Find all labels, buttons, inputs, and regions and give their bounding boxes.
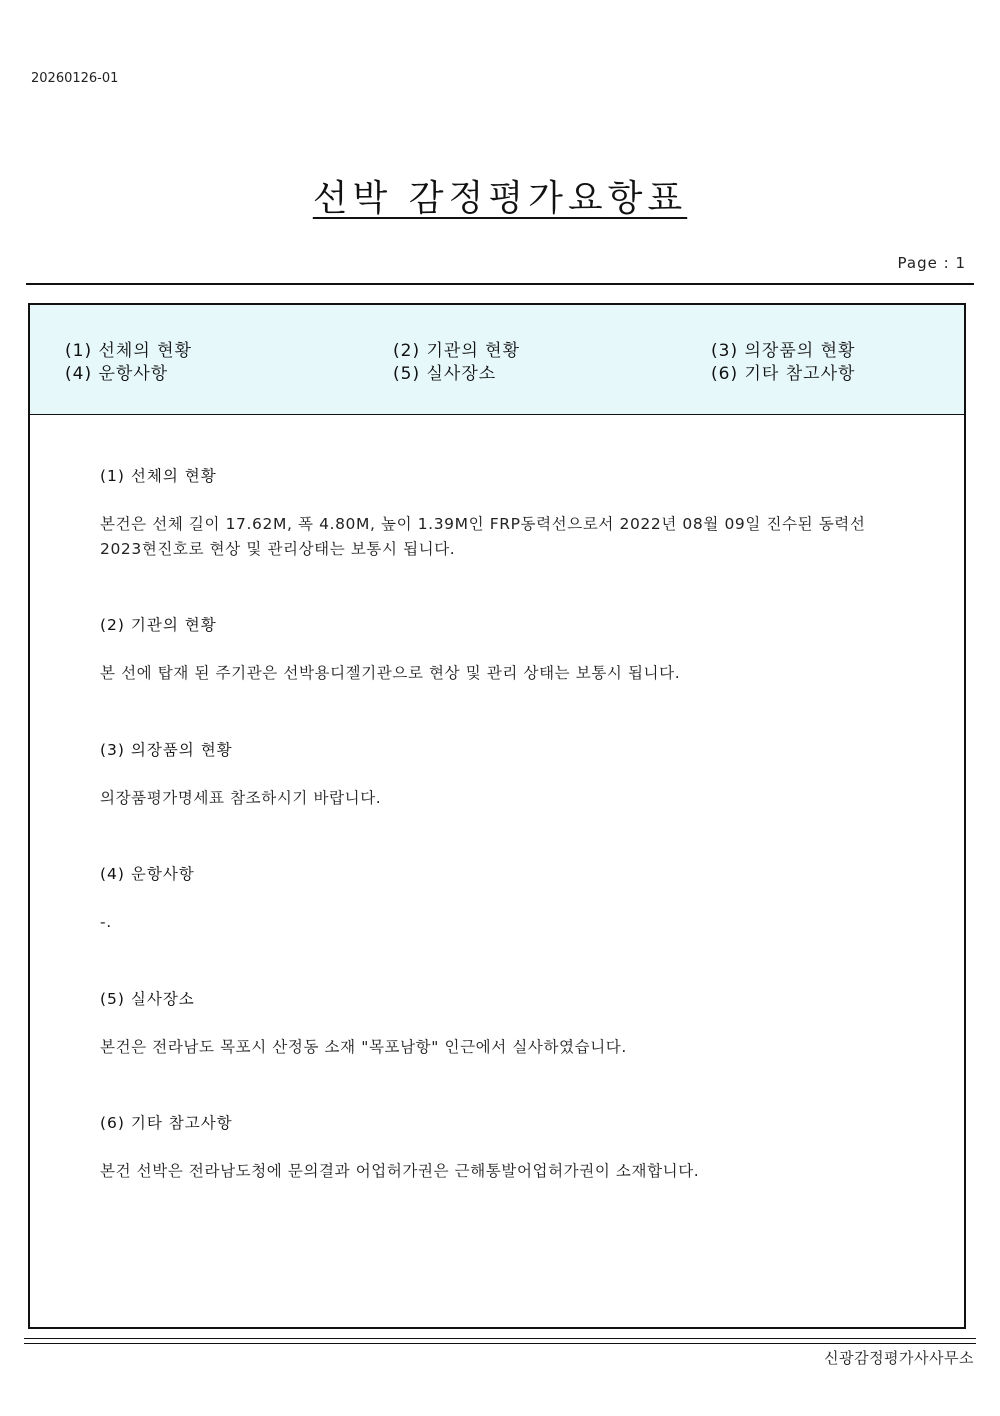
toc-item-operation: (4) 운항사항 — [65, 364, 169, 384]
section-heading-operation: (4) 운항사항 — [100, 865, 195, 883]
section-heading-other-notes: (6) 기타 참고사항 — [100, 1114, 233, 1132]
section-body-hull: 본건은 선체 길이 17.62M, 폭 4.80M, 높이 1.39M인 FRP동력선으로서 2022년 08월 09일 진수된 동력선 2023현진호로 현상 및 관리상태는 보통시 됩니다. — [100, 515, 866, 558]
page-number: Page : 1 — [897, 254, 966, 272]
section-heading-engine: (2) 기관의 현황 — [100, 616, 217, 634]
document-id: 20260126-01 — [31, 71, 119, 86]
section-heading-inspection-site: (5) 실사장소 — [100, 990, 195, 1008]
header-divider — [26, 283, 974, 285]
toc-item-other-notes: (6) 기타 참고사항 — [711, 364, 856, 384]
toc-item-hull: (1) 선체의 현황 — [65, 341, 192, 361]
table-of-contents — [30, 305, 964, 415]
section-body-inspection-site: 본건은 전라남도 목포시 산정동 소재 "목포남항" 인근에서 실사하였습니다. — [100, 1038, 627, 1056]
footer-divider-bottom — [24, 1343, 976, 1344]
section-body-equipment: 의장품평가명세표 참조하시기 바랍니다. — [100, 789, 382, 807]
toc-item-inspection-site: (5) 실사장소 — [393, 364, 497, 384]
office-name: 신광감정평가사사무소 — [824, 1349, 974, 1367]
section-heading-equipment: (3) 의장품의 현황 — [100, 741, 233, 759]
toc-item-engine: (2) 기관의 현황 — [393, 341, 520, 361]
section-body-other-notes: 본건 선박은 전라남도청에 문의결과 어업허가권은 근해통발어업허가권이 소재합니다. — [100, 1162, 700, 1180]
page-title: 선박 감정평가요항표 — [312, 178, 688, 219]
footer-divider-top — [24, 1338, 976, 1339]
toc-item-equipment: (3) 의장품의 현황 — [711, 341, 856, 361]
section-heading-hull: (1) 선체의 현황 — [100, 467, 217, 485]
section-body-engine: 본 선에 탑재 된 주기관은 선박용디젤기관으로 현상 및 관리 상태는 보통시 됩니다. — [100, 664, 681, 682]
content-box — [28, 303, 966, 1329]
section-body-operation: -. — [100, 913, 112, 931]
